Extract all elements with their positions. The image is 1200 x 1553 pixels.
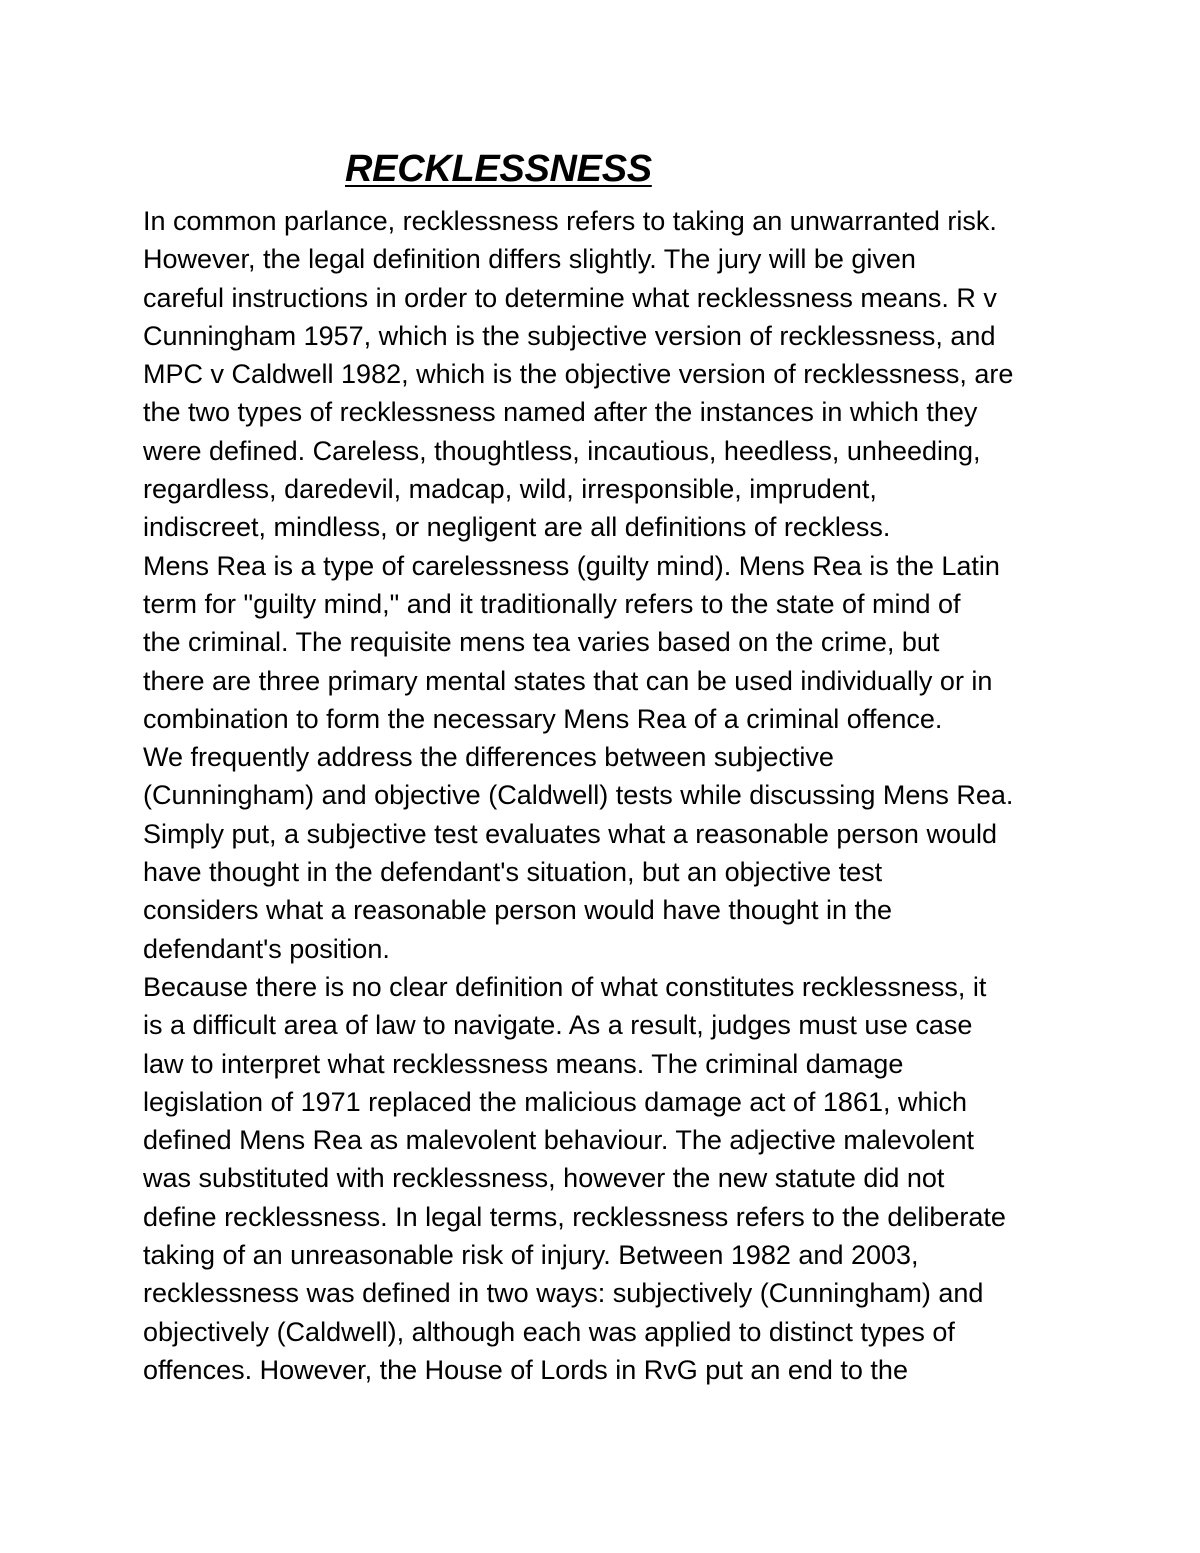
text-line: considers what a reasonable person would have thought in the — [143, 895, 892, 926]
text-line: is a difficult area of law to navigate. As a result, judges must use case — [143, 1010, 973, 1041]
text-line: have thought in the defendant's situation, but an objective test — [143, 857, 883, 888]
text-line: In common parlance, recklessness refers to taking an unwarranted risk. — [143, 206, 997, 236]
text-line: offences. However, the House of Lords in RvG put an end to the — [143, 1354, 908, 1385]
text-line: were defined. Careless, thoughtless, incautious, heedless, unheeding, — [143, 435, 981, 466]
text-line: Because there is no clear definition of what constitutes recklessness, it — [143, 971, 987, 1002]
document-title: RECKLESSNESS — [345, 148, 652, 190]
text-line: the criminal. The requisite mens tea varies based on the crime, but — [143, 627, 940, 658]
text-line: taking of an unreasonable risk of injury. Between 1982 and 2003, — [143, 1240, 919, 1271]
text-line: the two types of recklessness named after the instances in which they — [143, 397, 978, 428]
text-line: objectively (Caldwell), although each was applied to distinct types of — [143, 1316, 955, 1347]
text-line: Mens Rea is a type of carelessness (guilty mind). Mens Rea is the Latin — [143, 550, 1000, 581]
text-line: recklessness was defined in two ways: subjectively (Cunningham) and — [143, 1278, 984, 1309]
text-line: define recklessness. In legal terms, recklessness refers to the deliberate — [143, 1201, 1006, 1232]
text-line: law to interpret what recklessness means. The criminal damage — [143, 1048, 904, 1079]
text-line: Simply put, a subjective test evaluates what a reasonable person would — [143, 818, 997, 849]
text-line: MPC v Caldwell 1982, which is the objective version of recklessness, are — [143, 359, 1014, 390]
document-body — [143, 202, 1103, 1389]
text-line: (Cunningham) and objective (Caldwell) tests while discussing Mens Rea. — [143, 780, 1014, 811]
text-line: there are three primary mental states that can be used individually or in — [143, 665, 993, 696]
text-line: careful instructions in order to determine what recklessness means. R v — [143, 282, 997, 313]
text-line: Cunningham 1957, which is the subjective version of recklessness, and — [143, 320, 996, 351]
text-line: was substituted with recklessness, however the new statute did not — [143, 1163, 945, 1194]
text-line: term for "guilty mind," and it traditionally refers to the state of mind of — [143, 588, 961, 619]
text-line: regardless, daredevil, madcap, wild, irresponsible, imprudent, — [143, 474, 877, 505]
text-line: defined Mens Rea as malevolent behaviour. The adjective malevolent — [143, 1125, 975, 1156]
text-line: legislation of 1971 replaced the malicious damage act of 1861, which — [143, 1086, 968, 1117]
text-line: We frequently address the differences between subjective — [143, 742, 834, 773]
text-line: defendant's position. — [143, 933, 390, 964]
text-line: indiscreet, mindless, or negligent are all definitions of reckless. — [143, 512, 891, 543]
text-line: combination to form the necessary Mens Rea of a criminal offence. — [143, 703, 943, 734]
text-line: However, the legal definition differs slightly. The jury will be given — [143, 244, 916, 275]
